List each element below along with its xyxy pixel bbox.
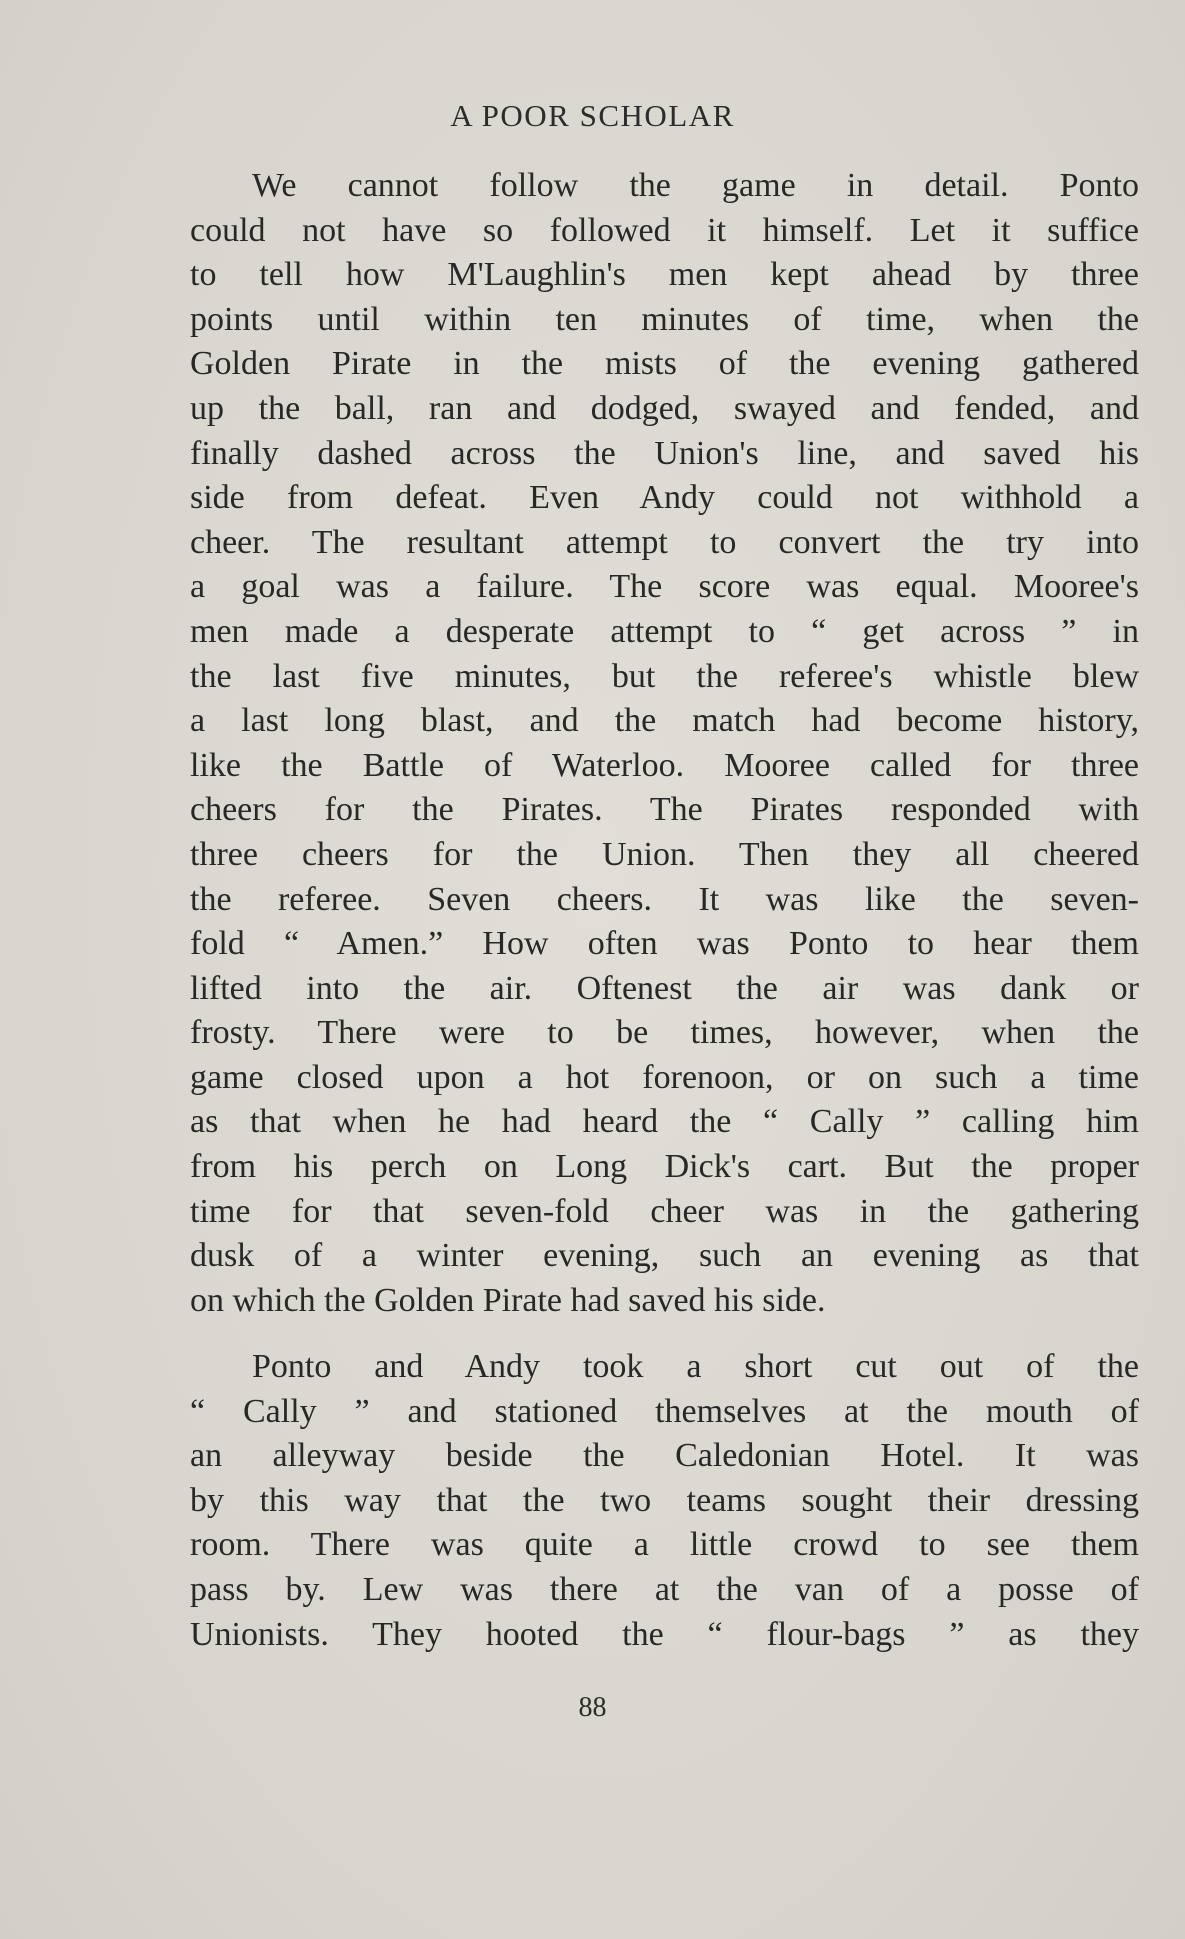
text-line: cheer. The resultant attempt to convert the try into [190, 523, 1139, 561]
text-line: three cheers for the Union. Then they all cheered [190, 835, 1139, 873]
text-line: Golden Pirate in the mists of the evening gathered [190, 345, 1139, 383]
text-line: a goal was a failure. The score was equal. Mooree's [190, 568, 1139, 606]
text-line: the last five minutes, but the referee's whistle blew [190, 657, 1139, 695]
text-line: dusk of a winter evening, such an evening as that [190, 1237, 1139, 1275]
text-line: We cannot follow the game in detail. Ponto [252, 167, 1139, 204]
text-line: an alleyway beside the Caledonian Hotel. It was [190, 1437, 1139, 1475]
text-line: Unionists. They hooted the “ flour-bags ” as they [190, 1615, 1139, 1653]
text-line: by this way that the two teams sought their dressing [190, 1481, 1139, 1519]
text-line: fold “ Amen.” How often was Ponto to hear them [190, 925, 1139, 963]
text-line: finally dashed across the Union's line, and saved his [190, 434, 1139, 472]
text-line: time for that seven-fold cheer was in the gathering [190, 1192, 1139, 1230]
text-line: men made a desperate attempt to “ get across ” in [190, 612, 1139, 650]
paragraph-2 [190, 1345, 1139, 1657]
running-head: A POOR SCHOLAR [450, 98, 735, 133]
paragraph-1 [190, 164, 1139, 1323]
text-line: frosty. There were to be times, however, when the [190, 1014, 1139, 1052]
text-line: like the Battle of Waterloo. Mooree called for three [190, 746, 1139, 784]
text-line: could not have so followed it himself. Let it suffice [190, 211, 1139, 249]
text-line: a last long blast, and the match had become history, [190, 702, 1139, 740]
text-line: to tell how M'Laughlin's men kept ahead by three [190, 256, 1139, 294]
text-line: game closed upon a hot forenoon, or on such a time [190, 1058, 1139, 1096]
page-number: 88 [578, 1692, 607, 1723]
text-line: lifted into the air. Oftenest the air was dank or [190, 969, 1139, 1007]
text-line: cheers for the Pirates. The Pirates responded with [190, 791, 1139, 829]
text-line: Ponto and Andy took a short cut out of the [252, 1348, 1139, 1385]
text-line: room. There was quite a little crowd to see them [190, 1526, 1139, 1564]
text-line: points until within ten minutes of time, when the [190, 300, 1139, 338]
text-line: pass by. Lew was there at the van of a posse of [190, 1570, 1139, 1608]
text-line: on which the Golden Pirate had saved his side. [190, 1281, 826, 1319]
text-line: up the ball, ran and dodged, swayed and fended, and [190, 389, 1139, 427]
text-line: side from defeat. Even Andy could not withhold a [190, 479, 1139, 517]
text-line: “ Cally ” and stationed themselves at the mouth of [190, 1392, 1139, 1430]
text-line: as that when he had heard the “ Cally ” calling him [190, 1103, 1139, 1141]
text-line: from his perch on Long Dick's cart. But the proper [190, 1148, 1139, 1186]
text-line: the referee. Seven cheers. It was like the seven- [190, 880, 1139, 918]
